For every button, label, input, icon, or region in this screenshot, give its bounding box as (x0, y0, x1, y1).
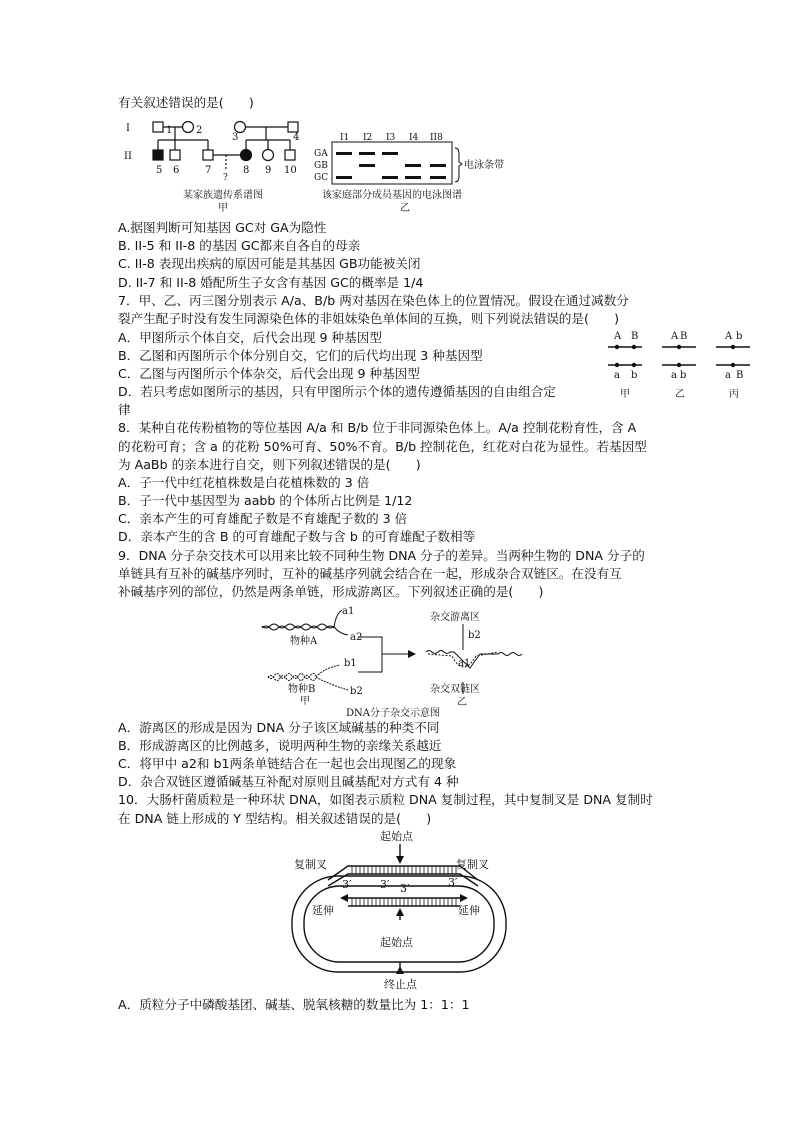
tag-jia: 甲 (300, 696, 310, 707)
pedigree-II5 (153, 150, 163, 160)
lane-I1: I1 (340, 133, 350, 143)
label-free-region: 杂交游离区 (430, 612, 480, 623)
label-species-a: 物种A (290, 636, 318, 647)
lane-II8: II8 (430, 133, 443, 143)
band (430, 164, 446, 167)
label-fork-right: 复制叉 (456, 858, 489, 871)
label-fork-left: 复制叉 (294, 858, 327, 871)
label-a2: a2 (350, 632, 363, 643)
bing-gene-A: A (725, 331, 733, 342)
q9-stem-2: 单链具有互补的碱基序列时，互补的碱基序列就会结合在一起，形成杂合双链区。在没有互 (118, 566, 622, 581)
lane-I3: I3 (386, 133, 396, 143)
figure-caption: DNA分子杂交示意图 (346, 708, 440, 719)
num-1: 1 (166, 125, 173, 136)
band (405, 164, 421, 167)
label-b2-hybrid: b2 (468, 630, 481, 641)
label-origin-top: 起始点 (380, 830, 413, 843)
num-9: 9 (265, 165, 272, 176)
label-terminus: 终止点 (384, 978, 417, 991)
band-label: 电泳条带 (464, 160, 504, 171)
row-GA: GA (314, 149, 328, 159)
label-jia: 甲 (620, 389, 630, 400)
num-7: 7 (205, 165, 212, 176)
band (359, 164, 375, 167)
num-4: 4 (293, 132, 300, 143)
unknown-child: ? (223, 173, 228, 183)
yi-gene-B: B (680, 331, 688, 342)
q8-option-b[interactable]: B．子一代中基因型为 aabb 的个体所占比例是 1/12 (118, 493, 413, 508)
lane-I4: I4 (409, 133, 419, 143)
q6-stem-tail: 有关叙述错误的是( ) (118, 95, 254, 110)
jia-gene-b: b (631, 370, 638, 381)
q9-option-a[interactable]: A．游离区的形成是因为 DNA 分子该区域碱基的种类不同 (118, 720, 440, 735)
band (382, 176, 398, 179)
q7-option-d[interactable]: D．若只考虑如图所示的基因，只有甲图所示个体的遗传遵循基因的自由组合定 (118, 384, 556, 399)
num-2: 2 (196, 125, 203, 136)
q8-stem-2: 的花粉可育；含 a 的花粉 50%可育、50%不育。B/b 控制花色，红花对白花为显性。若基因型 (118, 439, 647, 454)
q7-option-c[interactable]: C．乙图与丙图所示个体杂交，后代会出现 9 种基因型 (118, 366, 420, 381)
q6-option-b[interactable]: B. II-5 和 II-8 的基因 GC都来自各自的母亲 (118, 238, 361, 253)
q7-stem-2: 裂产生配子时没有发生同源染色体的非姐妹染色单体间的互换，则下列说法错误的是( ) (118, 311, 619, 326)
tag-yi: 乙 (457, 697, 467, 708)
q9-stem-3: 补碱基序列的部位，仍然是两条单链，形成游离区。下列叙述正确的是( ) (118, 584, 544, 599)
gen-I-label: I (126, 123, 130, 134)
jia-gene-a: a (614, 370, 620, 381)
pedigree-II8 (241, 150, 252, 161)
pedigree-II6 (170, 150, 180, 160)
label-extend-right: 延伸 (458, 904, 480, 917)
pedigree-I1 (153, 122, 163, 132)
label-b2: b2 (350, 686, 363, 697)
plasmid-replication-figure (288, 828, 518, 993)
q9-stem-1: 9．DNA 分子杂交技术可以用来比较不同种生物 DNA 分子的差异。当两种生物的 DNA 分子的 (118, 548, 645, 563)
chromosome-figure (608, 328, 768, 400)
gel-tag: 乙 (400, 203, 410, 214)
row-GB: GB (314, 161, 328, 171)
num-5: 5 (156, 165, 163, 176)
band (336, 152, 352, 155)
q8-option-c[interactable]: C．亲本产生的可育雄配子数是不育雄配子数的 3 倍 (118, 511, 408, 526)
q8-option-a[interactable]: A．子一代中红花植株数是白花植株数的 3 倍 (118, 475, 370, 490)
label-3prime-2: 3′ (380, 878, 390, 891)
q6-option-a[interactable]: A.据图判断可知基因 GC对 GA为隐性 (118, 220, 327, 235)
q10-option-a[interactable]: A．质粒分子中磷酸基团、碱基、脱氧核糖的数量比为 1：1：1 (118, 997, 470, 1012)
gel-electrophoresis (312, 118, 507, 213)
q8-stem-3: 为 AaBb 的亲本进行自交，则下列叙述错误的是( ) (118, 457, 421, 472)
jia-gene-A: A (614, 331, 622, 342)
q6-option-d[interactable]: D. II-7 和 II-8 婚配所生子女含有基因 GC的概率是 1/4 (118, 275, 424, 290)
label-origin-bottom: 起始点 (380, 936, 413, 949)
label-yi: 乙 (675, 389, 685, 400)
q9-option-c[interactable]: C．将甲中 a2和 b1两条单链结合在一起也会出现图乙的现象 (118, 756, 457, 771)
q8-option-d[interactable]: D．亲本产生的含 B 的可育雄配子数与含 b 的可育雄配子数相等 (118, 529, 476, 544)
pedigree-II7 (203, 150, 213, 160)
q9-option-b[interactable]: B．形成游离区的比例越多，说明两种生物的亲缘关系越近 (118, 738, 442, 753)
band (405, 176, 421, 179)
q10-stem-2: 在 DNA 链上形成的 Y 型结构。相关叙述错误的是( ) (118, 811, 432, 826)
gel-caption: 该家庭部分成员基因的电泳图谱 (322, 190, 462, 201)
bing-gene-a: a (725, 370, 731, 381)
band (430, 176, 446, 179)
q6-option-c[interactable]: C. II-8 表现出疾病的原因可能是其基因 GB功能被关闭 (118, 256, 421, 271)
num-8: 8 (243, 165, 250, 176)
q9-option-d[interactable]: D．杂合双链区遵循碱基互补配对原则且碱基配对方式有 4 种 (118, 774, 459, 789)
q7-stem-1: 7．甲、乙、丙三图分别表示 A/a、B/b 两对基因在染色体上的位置情况。假设在通过减数分 (118, 293, 629, 308)
dna-hybridization-figure (258, 602, 538, 718)
q7-option-d-cont: 律 (118, 402, 131, 417)
label-a1: a1 (342, 606, 355, 617)
lane-I2: I2 (363, 133, 373, 143)
label-double-region: 杂交双链区 (430, 684, 480, 695)
num-3: 3 (232, 132, 239, 143)
label-3prime-1: 3′ (342, 878, 352, 891)
num-6: 6 (173, 165, 180, 176)
label-3prime-4: 3′ (448, 876, 458, 889)
num-10: 10 (284, 165, 297, 176)
label-a1-hybrid: a1 (458, 658, 471, 669)
band (382, 152, 398, 155)
q10-stem-1: 10．大肠杆菌质粒是一种环状 DNA，如图表示质粒 DNA 复制过程，其中复制叉是 DNA 复制时 (118, 792, 653, 807)
q8-stem-1: 8．某种自花传粉植物的等位基因 A/a 和 B/b 位于非同源染色体上。A/a 控制花粉育性，含 A (118, 420, 637, 435)
q7-option-a[interactable]: A．甲图所示个体自交，后代会出现 9 种基因型 (118, 330, 382, 345)
gen-II-label: II (124, 151, 132, 162)
pedigree-caption: 某家族遗传系谱图 (183, 190, 263, 201)
q7-option-b[interactable]: B．乙图和丙图所示个体分别自交，它们的后代均出现 3 种基因型 (118, 348, 483, 363)
bing-gene-B: B (736, 370, 744, 381)
pedigree-I4 (288, 122, 298, 132)
pedigree-tag: 甲 (218, 203, 228, 214)
label-b1: b1 (344, 658, 357, 669)
label-extend-left: 延伸 (312, 904, 334, 917)
label-bing: 丙 (729, 389, 739, 400)
row-GC: GC (314, 173, 329, 183)
label-species-b: 物种B (288, 684, 316, 695)
yi-gene-a: a (671, 370, 677, 381)
pedigree-chart (118, 118, 318, 213)
yi-gene-b: b (680, 370, 687, 381)
pedigree-II9 (263, 150, 274, 161)
pedigree-II10 (285, 150, 295, 160)
yi-gene-A: A (671, 331, 679, 342)
jia-gene-B: B (631, 331, 639, 342)
band (336, 176, 352, 179)
label-3prime-3: 3′ (400, 882, 410, 895)
pedigree-I2 (183, 122, 194, 133)
pedigree-I3 (235, 122, 246, 133)
bing-gene-b: b (736, 331, 743, 342)
band (359, 152, 375, 155)
